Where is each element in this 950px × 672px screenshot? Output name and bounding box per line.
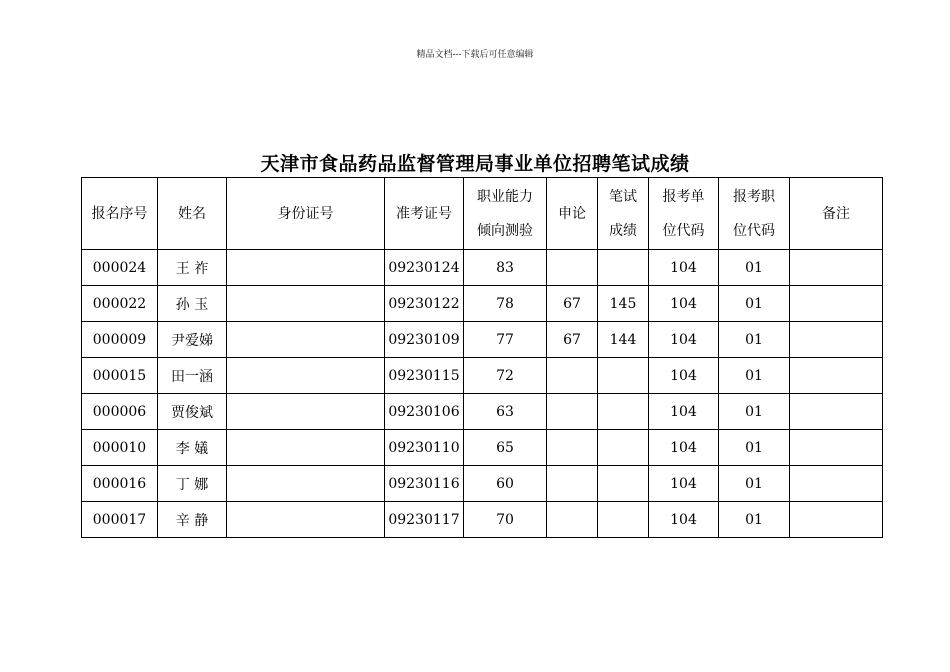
cell-name: 李 嬟 — [158, 430, 227, 466]
cell-name: 尹爱娣 — [158, 322, 227, 358]
header-position-code — [719, 178, 790, 250]
cell-id-number — [227, 502, 385, 538]
cell-unit-code: 104 — [649, 286, 719, 322]
document-title: 天津市食品药品监督管理局事业单位招聘笔试成绩 — [260, 153, 690, 175]
cell-essay — [547, 358, 598, 394]
cell-admission-no: 09230115 — [385, 358, 464, 394]
cell-id-number — [227, 250, 385, 286]
cell-written: 145 — [598, 286, 649, 322]
page-header-note: 精品文档---下载后可任意编辑 — [416, 50, 534, 60]
header-unit-code — [649, 178, 719, 250]
cell-unit-code: 104 — [649, 502, 719, 538]
cell-id-number — [227, 322, 385, 358]
cell-serial: 000017 — [82, 502, 158, 538]
table-row — [82, 466, 883, 502]
cell-id-number — [227, 430, 385, 466]
cell-written — [598, 394, 649, 430]
cell-position-code: 01 — [719, 250, 790, 286]
cell-position-code: 01 — [719, 286, 790, 322]
header-position-code-line2: 位代码 — [733, 222, 775, 239]
cell-aptitude: 78 — [464, 286, 547, 322]
table-row — [82, 358, 883, 394]
cell-written — [598, 358, 649, 394]
cell-unit-code: 104 — [649, 250, 719, 286]
cell-name: 贾俊斌 — [158, 394, 227, 430]
cell-admission-no: 09230122 — [385, 286, 464, 322]
cell-aptitude: 70 — [464, 502, 547, 538]
cell-unit-code: 104 — [649, 430, 719, 466]
cell-admission-no: 09230124 — [385, 250, 464, 286]
cell-position-code: 01 — [719, 394, 790, 430]
cell-serial: 000016 — [82, 466, 158, 502]
cell-name: 辛 静 — [158, 502, 227, 538]
cell-unit-code: 104 — [649, 466, 719, 502]
cell-remarks — [790, 430, 883, 466]
cell-aptitude: 83 — [464, 250, 547, 286]
cell-name: 王 祚 — [158, 250, 227, 286]
cell-aptitude: 60 — [464, 466, 547, 502]
cell-essay — [547, 394, 598, 430]
cell-unit-code: 104 — [649, 358, 719, 394]
cell-admission-no: 09230117 — [385, 502, 464, 538]
cell-remarks — [790, 322, 883, 358]
header-serial: 报名序号 — [82, 178, 158, 250]
cell-serial: 000009 — [82, 322, 158, 358]
header-written-line1: 笔试 — [609, 188, 637, 205]
cell-serial: 000015 — [82, 358, 158, 394]
cell-unit-code: 104 — [649, 322, 719, 358]
header-remarks: 备注 — [790, 178, 883, 250]
table-row — [82, 250, 883, 286]
cell-written — [598, 250, 649, 286]
cell-position-code: 01 — [719, 322, 790, 358]
cell-serial: 000006 — [82, 394, 158, 430]
cell-name: 田一涵 — [158, 358, 227, 394]
cell-aptitude: 77 — [464, 322, 547, 358]
header-admission-no: 准考证号 — [385, 178, 464, 250]
table-row — [82, 430, 883, 466]
header-name: 姓名 — [158, 178, 227, 250]
cell-serial: 000010 — [82, 430, 158, 466]
table-row — [82, 322, 883, 358]
cell-admission-no: 09230106 — [385, 394, 464, 430]
cell-aptitude: 72 — [464, 358, 547, 394]
cell-admission-no: 09230110 — [385, 430, 464, 466]
cell-serial: 000024 — [82, 250, 158, 286]
table-header-row — [82, 178, 883, 250]
cell-essay — [547, 466, 598, 502]
cell-essay: 67 — [547, 286, 598, 322]
cell-essay — [547, 502, 598, 538]
cell-id-number — [227, 394, 385, 430]
cell-position-code: 01 — [719, 430, 790, 466]
header-aptitude-line2: 倾向测验 — [477, 222, 533, 239]
cell-remarks — [790, 358, 883, 394]
cell-written — [598, 502, 649, 538]
header-id-number: 身份证号 — [227, 178, 385, 250]
cell-id-number — [227, 286, 385, 322]
cell-admission-no: 09230116 — [385, 466, 464, 502]
cell-essay: 67 — [547, 322, 598, 358]
table-row — [82, 394, 883, 430]
header-aptitude — [464, 178, 547, 250]
table-row — [82, 286, 883, 322]
cell-remarks — [790, 250, 883, 286]
table-row — [82, 502, 883, 538]
cell-position-code: 01 — [719, 358, 790, 394]
cell-written — [598, 466, 649, 502]
cell-name: 孙 玉 — [158, 286, 227, 322]
header-position-code-line1: 报考职 — [733, 188, 775, 205]
cell-aptitude: 63 — [464, 394, 547, 430]
cell-remarks — [790, 286, 883, 322]
cell-id-number — [227, 358, 385, 394]
header-written-line2: 成绩 — [609, 222, 637, 239]
cell-remarks — [790, 502, 883, 538]
cell-aptitude: 65 — [464, 430, 547, 466]
cell-unit-code: 104 — [649, 394, 719, 430]
cell-essay — [547, 250, 598, 286]
header-unit-code-line2: 位代码 — [662, 222, 705, 239]
header-aptitude-line1: 职业能力 — [477, 188, 533, 205]
cell-written: 144 — [598, 322, 649, 358]
cell-name: 丁 娜 — [158, 466, 227, 502]
cell-position-code: 01 — [719, 502, 790, 538]
cell-written — [598, 430, 649, 466]
cell-remarks — [790, 394, 883, 430]
cell-remarks — [790, 466, 883, 502]
header-unit-code-line1: 报考单 — [662, 188, 705, 205]
cell-id-number — [227, 466, 385, 502]
cell-serial: 000022 — [82, 286, 158, 322]
header-written — [598, 178, 649, 250]
cell-admission-no: 09230109 — [385, 322, 464, 358]
cell-essay — [547, 430, 598, 466]
header-essay: 申论 — [547, 178, 598, 250]
cell-position-code: 01 — [719, 466, 790, 502]
scores-table — [81, 177, 883, 538]
